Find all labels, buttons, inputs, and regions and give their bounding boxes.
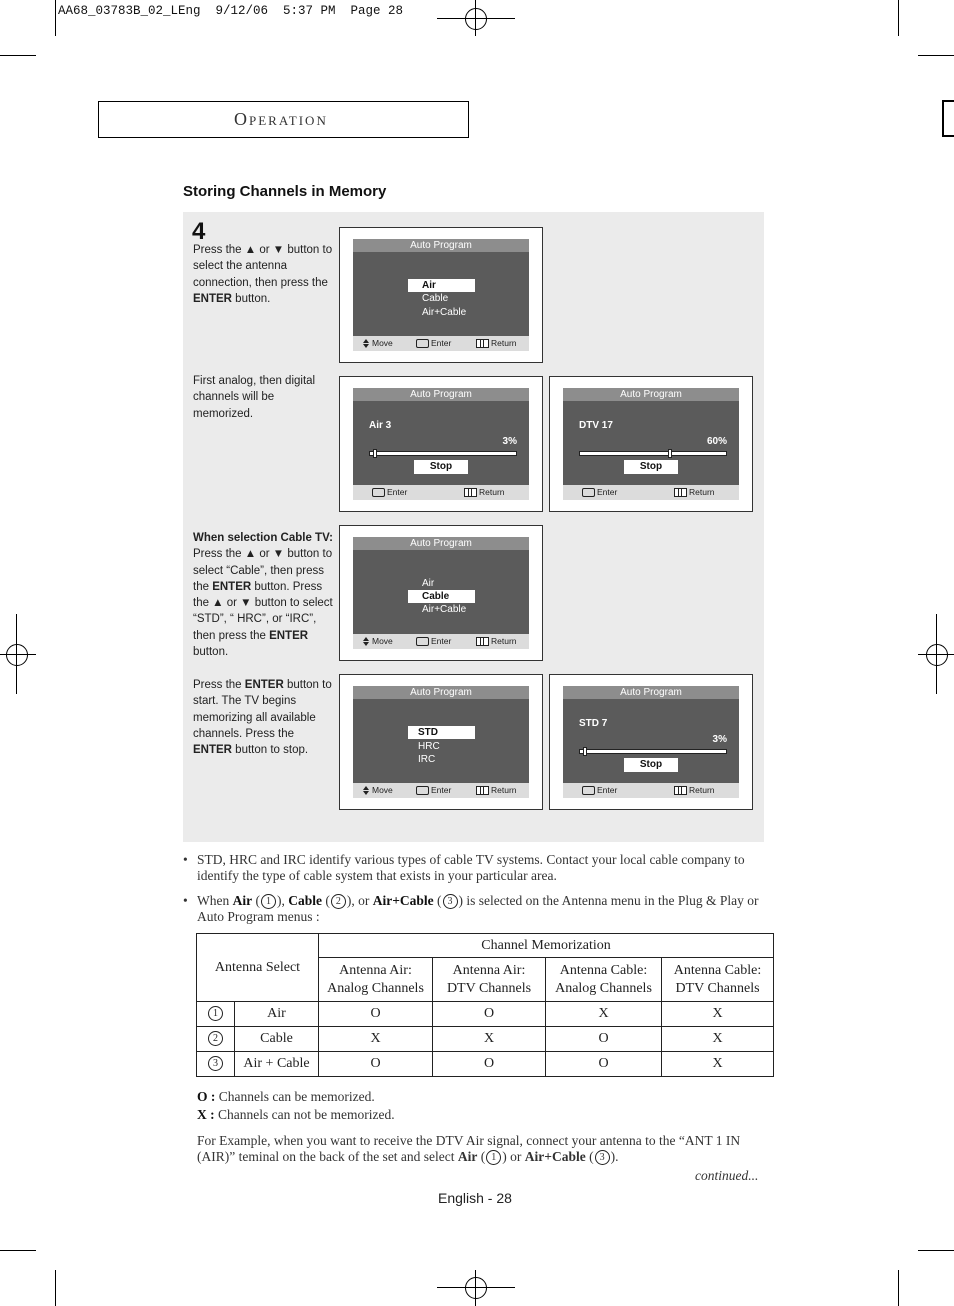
osd-footer	[353, 634, 529, 649]
osd-footer	[353, 336, 529, 351]
bullet-antenna-selection: • When Air ( 1 ), Cable ( 2 ), or Air+Cable ( 3 ) is selected on the Antenna menu in the Plug & Play or Auto Program menus :	[183, 893, 759, 924]
osd-cable-menu	[339, 525, 543, 661]
progress-percent: 60%	[706, 436, 727, 447]
osd-footer	[563, 783, 739, 798]
table-cell: X	[662, 1002, 774, 1027]
table-cell: O	[433, 1002, 546, 1027]
continued-note: continued...	[695, 1168, 759, 1183]
crop-mark	[0, 55, 36, 56]
crop-mark	[898, 1270, 899, 1306]
return-icon	[464, 488, 477, 497]
enter-label: Enter	[431, 338, 452, 348]
step-number: 4	[192, 218, 206, 245]
return-label: Return	[689, 487, 715, 497]
return-icon	[476, 637, 489, 646]
return-label: Return	[491, 636, 517, 646]
column-header: Antenna Cable: Analog Channels	[546, 958, 662, 1002]
move-icon	[363, 786, 370, 795]
osd-footer	[563, 485, 739, 500]
table-row	[197, 1002, 774, 1027]
enter-label: Enter	[597, 785, 618, 795]
table-cell: X	[662, 1052, 774, 1077]
registration-mark	[918, 614, 954, 694]
column-header: Antenna Air: Analog Channels	[319, 958, 433, 1002]
circled-number: 3	[595, 1150, 610, 1165]
enter-icon	[416, 786, 429, 795]
column-header: Antenna Cable: DTV Channels	[662, 958, 774, 1002]
osd-progress-dtv	[549, 376, 753, 512]
antenna-name: Air	[235, 1002, 319, 1027]
antenna-name: Cable	[235, 1027, 319, 1052]
crop-mark	[55, 0, 56, 36]
enter-label: Enter	[431, 785, 452, 795]
move-label: Move	[372, 636, 393, 646]
table-cell: O	[546, 1027, 662, 1052]
move-icon	[363, 637, 370, 646]
osd-title: Auto Program	[563, 686, 739, 699]
progress-bar	[369, 451, 517, 456]
return-icon	[674, 488, 687, 497]
registration-mark	[437, 0, 515, 36]
channel-label: STD 7	[579, 718, 608, 729]
print-header: AA68_03783B_02_LEng 9/12/06 5:37 PM Page 28	[58, 4, 404, 18]
enter-icon	[416, 339, 429, 348]
channel-memorization-header: Channel Memorization	[319, 934, 774, 958]
enter-icon	[372, 488, 385, 497]
progress-percent: 3%	[712, 734, 727, 745]
osd-title: Auto Program	[353, 239, 529, 252]
return-icon	[476, 339, 489, 348]
crop-mark	[918, 55, 954, 56]
antenna-select-header: Antenna Select	[197, 934, 319, 1002]
circled-number: 2	[208, 1031, 223, 1046]
osd-progress-std	[549, 674, 753, 810]
instruction-select-antenna: Press the ▲ or ▼ button to select the antenna connection, then press the ENTER button.	[193, 244, 333, 305]
circled-number: 2	[331, 894, 346, 909]
antenna-name: Air + Cable	[235, 1052, 319, 1077]
circled-number: 1	[486, 1150, 501, 1165]
osd-title: Auto Program	[353, 537, 529, 550]
menu-item-std[interactable]: STD	[408, 726, 475, 739]
bullet-cable-types: • STD, HRC and IRC identify various types of cable TV systems. Contact your local cable company to identify the type of cable system that exists in your particular area.	[183, 852, 745, 883]
table-cell: X	[319, 1027, 433, 1052]
osd-footer	[353, 783, 529, 798]
table-cell: X	[433, 1027, 546, 1052]
stop-button[interactable]: Stop	[414, 460, 468, 474]
table-cell: O	[319, 1002, 433, 1027]
return-label: Return	[491, 338, 517, 348]
crop-mark	[55, 1270, 56, 1306]
crop-mark	[0, 1250, 36, 1251]
menu-item-cable[interactable]: Cable	[408, 590, 475, 603]
return-label: Return	[479, 487, 505, 497]
crop-mark	[898, 0, 899, 36]
legend-x: X : Channels can not be memorized.	[197, 1107, 395, 1122]
enter-label: Enter	[597, 487, 618, 497]
return-label: Return	[689, 785, 715, 795]
instruction-start-stop: Press the ENTER button to start. The TV begins memorizing all available channels. Press the ENTER button to stop.	[193, 679, 332, 757]
move-label: Move	[372, 338, 393, 348]
page-footer: English - 28	[438, 1190, 512, 1206]
enter-label: Enter	[387, 487, 408, 497]
menu-item-air-cable[interactable]: Air+Cable	[422, 307, 467, 318]
progress-knob	[583, 747, 587, 756]
osd-cable-type-menu	[339, 674, 543, 810]
table-row	[197, 1027, 774, 1052]
progress-knob	[373, 449, 377, 458]
menu-item-air[interactable]: Air	[408, 279, 475, 292]
table-cell: X	[546, 1002, 662, 1027]
table-cell: O	[319, 1052, 433, 1077]
enter-icon	[416, 637, 429, 646]
channel-label: Air 3	[369, 420, 392, 431]
menu-item-air[interactable]: Air	[422, 578, 435, 589]
move-label: Move	[372, 785, 393, 795]
move-icon	[363, 339, 370, 348]
enter-icon	[582, 488, 595, 497]
table-cell: O	[546, 1052, 662, 1077]
circled-number: 1	[208, 1006, 223, 1021]
osd-progress-air	[339, 376, 543, 512]
edge-tab	[942, 100, 954, 137]
page-heading: Storing Channels in Memory	[183, 183, 387, 200]
crop-mark	[918, 1250, 954, 1251]
circled-number: 1	[261, 894, 276, 909]
osd-footer	[353, 485, 529, 500]
menu-item-cable[interactable]: Cable	[422, 293, 449, 304]
progress-bar	[579, 451, 727, 456]
osd-title: Auto Program	[353, 686, 529, 699]
registration-mark	[0, 614, 36, 694]
channel-memorization-table	[196, 933, 774, 1077]
osd-antenna-menu	[339, 227, 543, 363]
table-cell: O	[433, 1052, 546, 1077]
section-title: OPERATION	[234, 109, 328, 129]
stop-button[interactable]: Stop	[624, 460, 678, 474]
progress-percent: 3%	[502, 436, 517, 447]
osd-title: Auto Program	[353, 388, 529, 401]
menu-item-air-cable[interactable]: Air+Cable	[422, 604, 467, 615]
stop-button[interactable]: Stop	[624, 758, 678, 772]
progress-bar	[579, 749, 727, 754]
table-cell: X	[662, 1027, 774, 1052]
progress-knob	[668, 449, 672, 458]
return-icon	[674, 786, 687, 795]
enter-label: Enter	[431, 636, 452, 646]
column-header: Antenna Air: DTV Channels	[433, 958, 546, 1002]
menu-item-irc[interactable]: IRC	[418, 754, 436, 765]
example-paragraph: For Example, when you want to receive the DTV Air signal, connect your antenna to the “ANT 1 IN (AIR)” teminal on the back of the set and select Air ( 1 ) or Air+Cable ( 3 ).	[197, 1133, 741, 1164]
channel-label: DTV 17	[579, 420, 613, 431]
return-icon	[476, 786, 489, 795]
enter-icon	[582, 786, 595, 795]
circled-number: 3	[443, 894, 458, 909]
circled-number: 3	[208, 1056, 223, 1071]
table-row	[197, 1052, 774, 1077]
instruction-cable-tv: When selection Cable TV: Press the ▲ or ▼ button to select “Cable”, then press the ENTER button. Press the ▲ or ▼ button to select “STD”, “ HRC”, or “IRC”, then press the ENTER button.	[193, 532, 333, 659]
registration-mark	[437, 1270, 515, 1306]
instruction-analog-digital: First analog, then digital channels will be memorized.	[193, 375, 316, 420]
return-label: Return	[491, 785, 517, 795]
menu-item-hrc[interactable]: HRC	[418, 741, 440, 752]
osd-title: Auto Program	[563, 388, 739, 401]
legend-o: O : Channels can be memorized.	[197, 1089, 375, 1104]
